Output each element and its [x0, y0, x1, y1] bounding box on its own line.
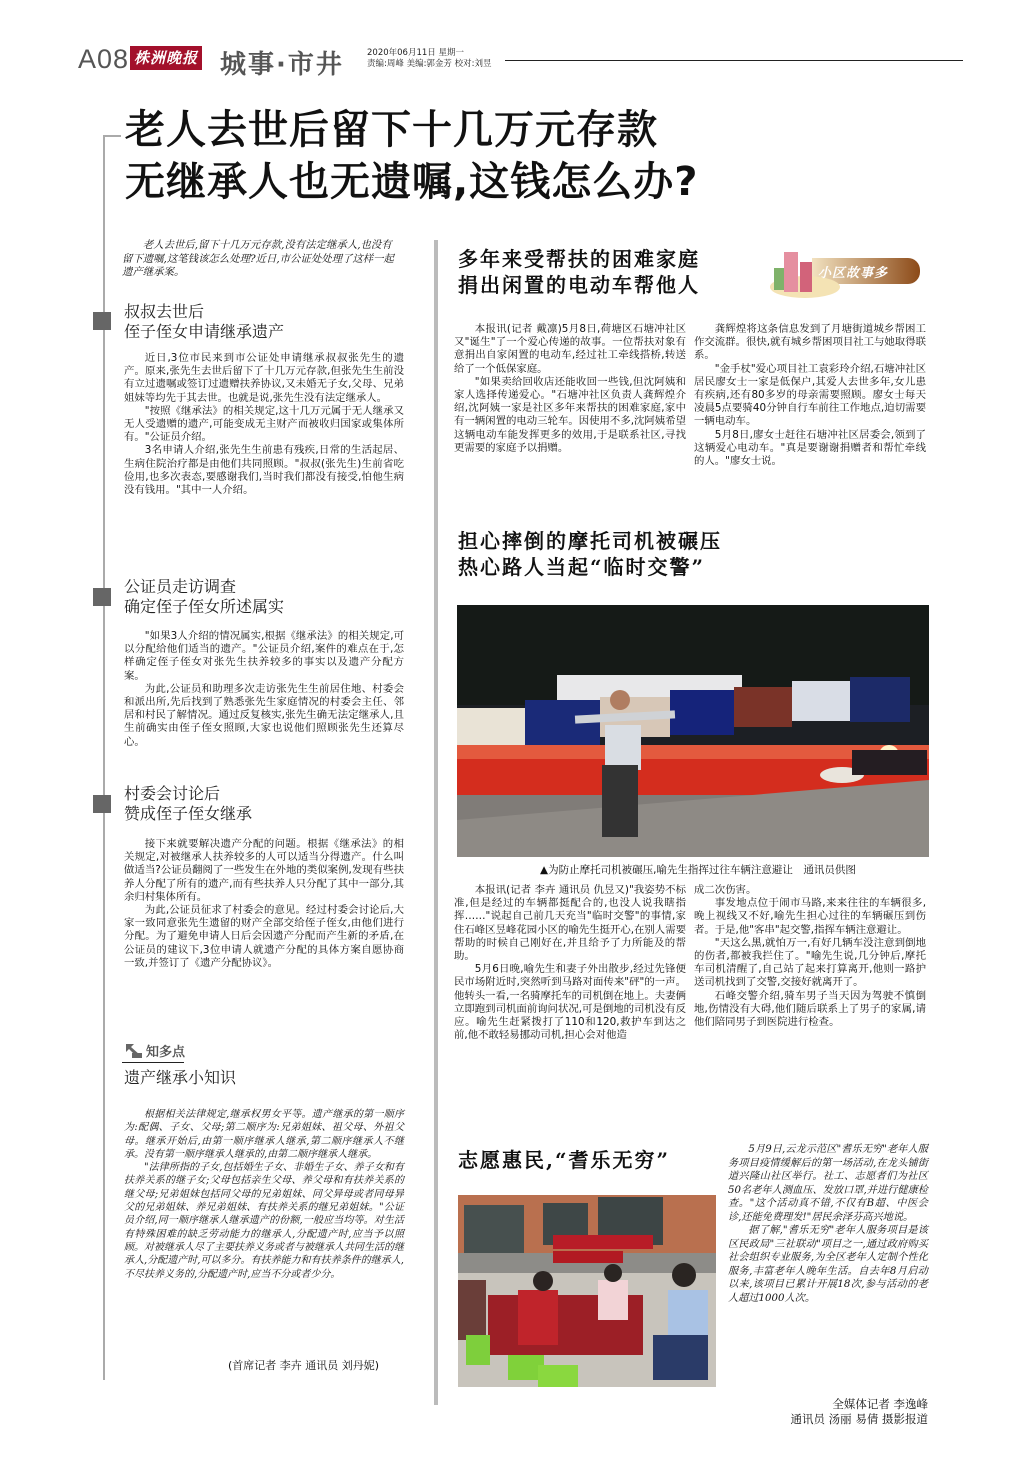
- paragraph: 本报讯(记者 戴凛)5月8日,荷塘区石塘冲社区又"诞生"了一个爱心传递的故事。一位帮扶对象有意捐出自家闲置的电动车,经过社工牵线搭桥,转送给了一个低保家庭。: [454, 323, 686, 375]
- date-line: 2020年06月11日 星期一: [367, 48, 464, 58]
- paragraph: "按照《继承法》的相关规定,这十几万元属于无人继承又无人受遗赠的遗产,可能变成无主财产而被收归国家或集体所有。"公证员介绍。: [124, 404, 404, 444]
- newspaper-logo: 株洲晚报: [130, 46, 202, 70]
- column-badge-label: 小区故事多: [818, 266, 889, 281]
- section-2-body: [124, 630, 404, 749]
- volunteer-photo: [458, 1195, 716, 1387]
- subhead-2-line2: 确定侄子侄女所述属实: [124, 597, 285, 616]
- credit-correspondents: 通讯员 汤丽 易倩 摄影报道: [790, 1412, 928, 1426]
- ebike-col2: [694, 323, 926, 468]
- paragraph: "天这么黑,就怕万一,有好几辆车没注意到倒地的伤者,都被我拦住了。"喻先生说,几分钟后,摩托车司机清醒了,自己站了起来打算离开,他则一路护送司机找到了交警,交接好就离开了。: [694, 936, 926, 989]
- main-headline-line2: 无继承人也无遗嘱,这钱怎么办?: [125, 159, 699, 205]
- paragraph: 3名申请人介绍,张先生生前患有残疾,日常的生活起居、生病住院治疗都是由他们共同照顾。"叔叔(张先生)生前省吃俭用,也多次表态,要感谢我们,当时我们都没有接受,怕他生病没有钱用。"其中一人介绍。: [124, 444, 404, 497]
- knowledge-underline: [122, 1062, 184, 1063]
- knowledge-body: [124, 1108, 404, 1281]
- subhead-1: [124, 302, 424, 342]
- traffic-photo-caption: ▲为防止摩托司机被碾压,喻先生指挥过往车辆注意避让 通讯员供图: [540, 864, 856, 876]
- paragraph: "如果3人介绍的情况属实,根据《继承法》的相关规定,可以分配给他们适当的遗产。"公证员介绍,案件的难点在于,怎样确定侄子侄女对张先生扶养较多的事实以及遗产分配方案。: [124, 630, 404, 682]
- paragraph: 5月8日,廖女士赶往石塘冲社区居委会,领到了这辆爱心电动车。"真是要谢谢捐赠者和帮忙牵线的人。"廖女士说。: [694, 428, 926, 468]
- badge-building-icon: [800, 262, 812, 292]
- paragraph: 5月6日晚,喻先生和妻子外出散步,经过先锋便民市场附近时,突然听到马路对面传来"砰"的一声。他转头一看,一名骑摩托车的司机倒在地上。夫妻俩立即跑到司机面前询问状况,可是倒地的司机没有反应。喻先生赶紧拨打了110和120,救护车到达之前,他不敢轻易挪动司机,担心会对他造: [454, 963, 686, 1042]
- arrow-down-right-icon: [124, 1042, 142, 1058]
- credit-reporter: 全媒体记者 李逸峰: [832, 1397, 928, 1411]
- badge-tree-icon: [774, 268, 784, 290]
- traffic-col2: [694, 884, 926, 1029]
- paragraph: 根据相关法律规定,继承权男女平等。遗产继承的第一顺序为:配偶、子女、父母;第二顺序为:兄弟姐妹、祖父母、外祖父母。继承开始后,由第一顺序继承人继承,第二顺序继承人不继承。没有第一顺序继承人继承的,由第二顺序继承人继承。: [124, 1109, 404, 1160]
- subhead-2-line1: 公证员走访调查: [124, 577, 237, 596]
- traffic-headline: [458, 528, 722, 580]
- section-1-body: [124, 352, 404, 497]
- paragraph: 5月9日,云龙示范区"耆乐无穷"老年人服务项目疫情缓解后的第一场活动,在龙头铺街道兴隆山社区举行。社工、志愿者们为社区50名老年人测血压、发放口罩,并进行健康检查。"这个活动真不错,不仅有B超、中医会诊,还能免费理发!"居民余泽芬高兴地说。: [728, 1144, 928, 1223]
- badge-building-icon: [784, 252, 798, 292]
- subhead-3-line1: 村委会讨论后: [124, 784, 221, 803]
- paragraph: 本报讯(记者 李卉 通讯员 仇昱又)"我姿势不标准,但是经过的车辆都挺配合的,也没人说我瞎指挥……"说起自己前几天充当"临时交警"的事情,家住石峰区昱峰花园小区的喻先生挺开心,在别人需要帮助的时候自己刚好在,并且给予了力所能及的帮助。: [454, 884, 686, 963]
- paragraph: 龚辉煌将这条信息发到了月塘街道城乡帮困工作交流群。很快,就有城乡帮困项目社工与她取得联系。: [694, 323, 926, 362]
- subhead-marker-icon: [93, 312, 111, 330]
- ebike-headline-line2: 捐出闲置的电动车帮他人: [458, 273, 700, 297]
- knowledge-title: 遗产继承小知识: [124, 1068, 237, 1087]
- issue-meta: [367, 48, 492, 70]
- traffic-headline-line2: 热心路人当起“临时交警”: [458, 555, 706, 579]
- paragraph-continuation: 成二次伤害。: [694, 884, 757, 896]
- volunteer-credit: [728, 1397, 928, 1427]
- subhead-2: [124, 577, 424, 617]
- section-title: 城事·市井: [220, 50, 344, 80]
- traffic-photo: [457, 605, 929, 857]
- ebike-headline: [458, 246, 700, 298]
- subhead-3: [124, 784, 424, 824]
- paragraph: 近日,3位市民来到市公证处申请继承叔叔张先生的遗产。原来,张先生去世后留下了十几万元存款,但张先生生前没有立过遗嘱或签订过遗赠扶养协议,又未婚无子女,父母、兄弟姐妹等均先于其去世。也就是说,张先生没有法定继承人。: [124, 352, 404, 404]
- night-street-scene-image: [457, 605, 929, 857]
- subhead-3-line2: 赞成侄子侄女继承: [124, 804, 253, 823]
- subhead-1-line2: 侄子侄女申请继承遗产: [124, 322, 285, 341]
- volunteer-body: [728, 1143, 928, 1305]
- ebike-headline-line1: 多年来受帮扶的困难家庭: [458, 247, 700, 271]
- volunteer-headline: 志愿惠民,“耆乐无穷”: [458, 1148, 670, 1172]
- main-headline-line1: 老人去世后留下十几万元存款: [125, 107, 658, 153]
- health-check-event-image: [458, 1195, 716, 1387]
- header-rule: [505, 60, 963, 61]
- ebike-col1: [454, 323, 686, 455]
- traffic-headline-line1: 担心摔倒的摩托司机被碾压: [458, 529, 722, 553]
- bracket-decoration: [103, 135, 121, 137]
- main-headline: [125, 104, 698, 208]
- paragraph: "金手杖"爱心项目社工袁彩玲介绍,石塘冲社区居民廖女士一家是低保户,其爱人去世多年,女儿患有疾病,还有80多岁的母亲需要照顾。廖女士每天凌晨5点要骑40分钟自行车前往工作地点,迫切需要一辆电动车。: [694, 362, 926, 428]
- column-divider: [434, 240, 438, 1405]
- traffic-col1: [454, 884, 686, 1042]
- paragraph: 接下来就要解决遗产分配的问题。根据《继承法》的相关规定,对被继承人扶养较多的人可以适当分得遗产。什么叫做适当?公证员翻阅了一些发生在外地的类似案例,发现有些扶养人分配了所有的遗产,而有些扶养人只分配了其中一部分,其余归村集体所有。: [124, 838, 404, 903]
- page-number: A08: [78, 44, 130, 74]
- paragraph: "法律所指的子女,包括婚生子女、非婚生子女、养子女和有扶养关系的继子女;父母包括亲生父母、养父母和有扶养关系的继父母;兄弟姐妹包括同父母的兄弟姐妹、同父异母或者同母异父的兄弟姐妹、养兄弟姐妹、有扶养关系的继兄弟姐妹。"公证员介绍,同一顺序继承人继承遗产的份额,一般应当均等。对生活有特殊困难的缺乏劳动能力的继承人,分配遗产时,应当予以照顾。对被继承人尽了主要扶养义务或者与被继承人共同生活的继承人,分配遗产时,可以多分。有扶养能力和有扶养条件的继承人,不尽扶养义务的,分配遗产时,应当不分或者少分。: [124, 1162, 404, 1280]
- paragraph: 为此,公证员征求了村委会的意见。经过村委会讨论后,大家一致同意张先生遗留的财产全部交给侄子侄女,由他们进行分配。为了避免申请人日后会因遗产分配而产生新的矛盾,在公证员的建议下,3位申请人就遗产分配的具体方案自愿协商一致,并签订了《遗产分配协议》。: [124, 904, 404, 969]
- paragraph: 事发地点位于闹市马路,来来往往的车辆很多,晚上视线又不好,喻先生担心过往的车辆碾压到伤者。于是,他"客串"起交警,指挥车辆注意避让。: [694, 897, 926, 936]
- paragraph: "如果卖给回收店还能收回一些钱,但沈阿姨和家人选择传递爱心。"石塘冲社区负责人龚辉煌介绍,沈阿姨一家是社区多年来帮扶的困难家庭,家中有一辆闲置的电动三轮车。因使用不多,沈阿姨希望这辆电动车能发挥更多的效用,于是联系社区,寻找更需要的家庭予以捐赠。: [454, 375, 686, 454]
- main-lead: 老人去世后,留下十几万元存款,没有法定继承人,也没有留下遗嘱,这笔钱该怎么处理?近日,市公证处处理了这样一起遗产继承案。: [122, 239, 394, 278]
- paragraph: 为此,公证员和助理多次走访张先生生前居住地、村委会和派出所,先后找到了熟悉张先生家庭情况的村委会主任、邻居和村民了解情况。通过反复核实,张先生确无法定继承人,且生前确实由侄子侄女照顾,大家也说他们照顾张先生还算尽心。: [124, 682, 404, 748]
- staff-line: 责编:周峰 美编:郭金芳 校对:刘昱: [367, 59, 492, 69]
- section-3-body: [124, 838, 404, 970]
- subhead-1-line1: 叔叔去世后: [124, 302, 205, 321]
- subhead-marker-icon: [93, 588, 111, 606]
- paragraph: 石峰交警介绍,骑车男子当天因为驾驶不慎倒地,伤情没有大碍,他们随后联系上了男子的家属,请他们陪同男子到医院进行检查。: [694, 989, 926, 1029]
- subhead-marker-icon: [93, 795, 111, 813]
- paragraph: 据了解,"耆乐无穷"老年人服务项目是该区民政局"三社联动"项目之一,通过政府购买社会组织专业服务,为全区老年人定制个性化服务,丰富老年人晚年生活。自去年8月启动以来,该项目已累计开展18次,参与活动的老人超过1000人次。: [728, 1225, 928, 1304]
- knowledge-label: 知多点: [146, 1045, 186, 1060]
- main-byline: (首席记者 李卉 通讯员 刘丹妮): [228, 1359, 380, 1372]
